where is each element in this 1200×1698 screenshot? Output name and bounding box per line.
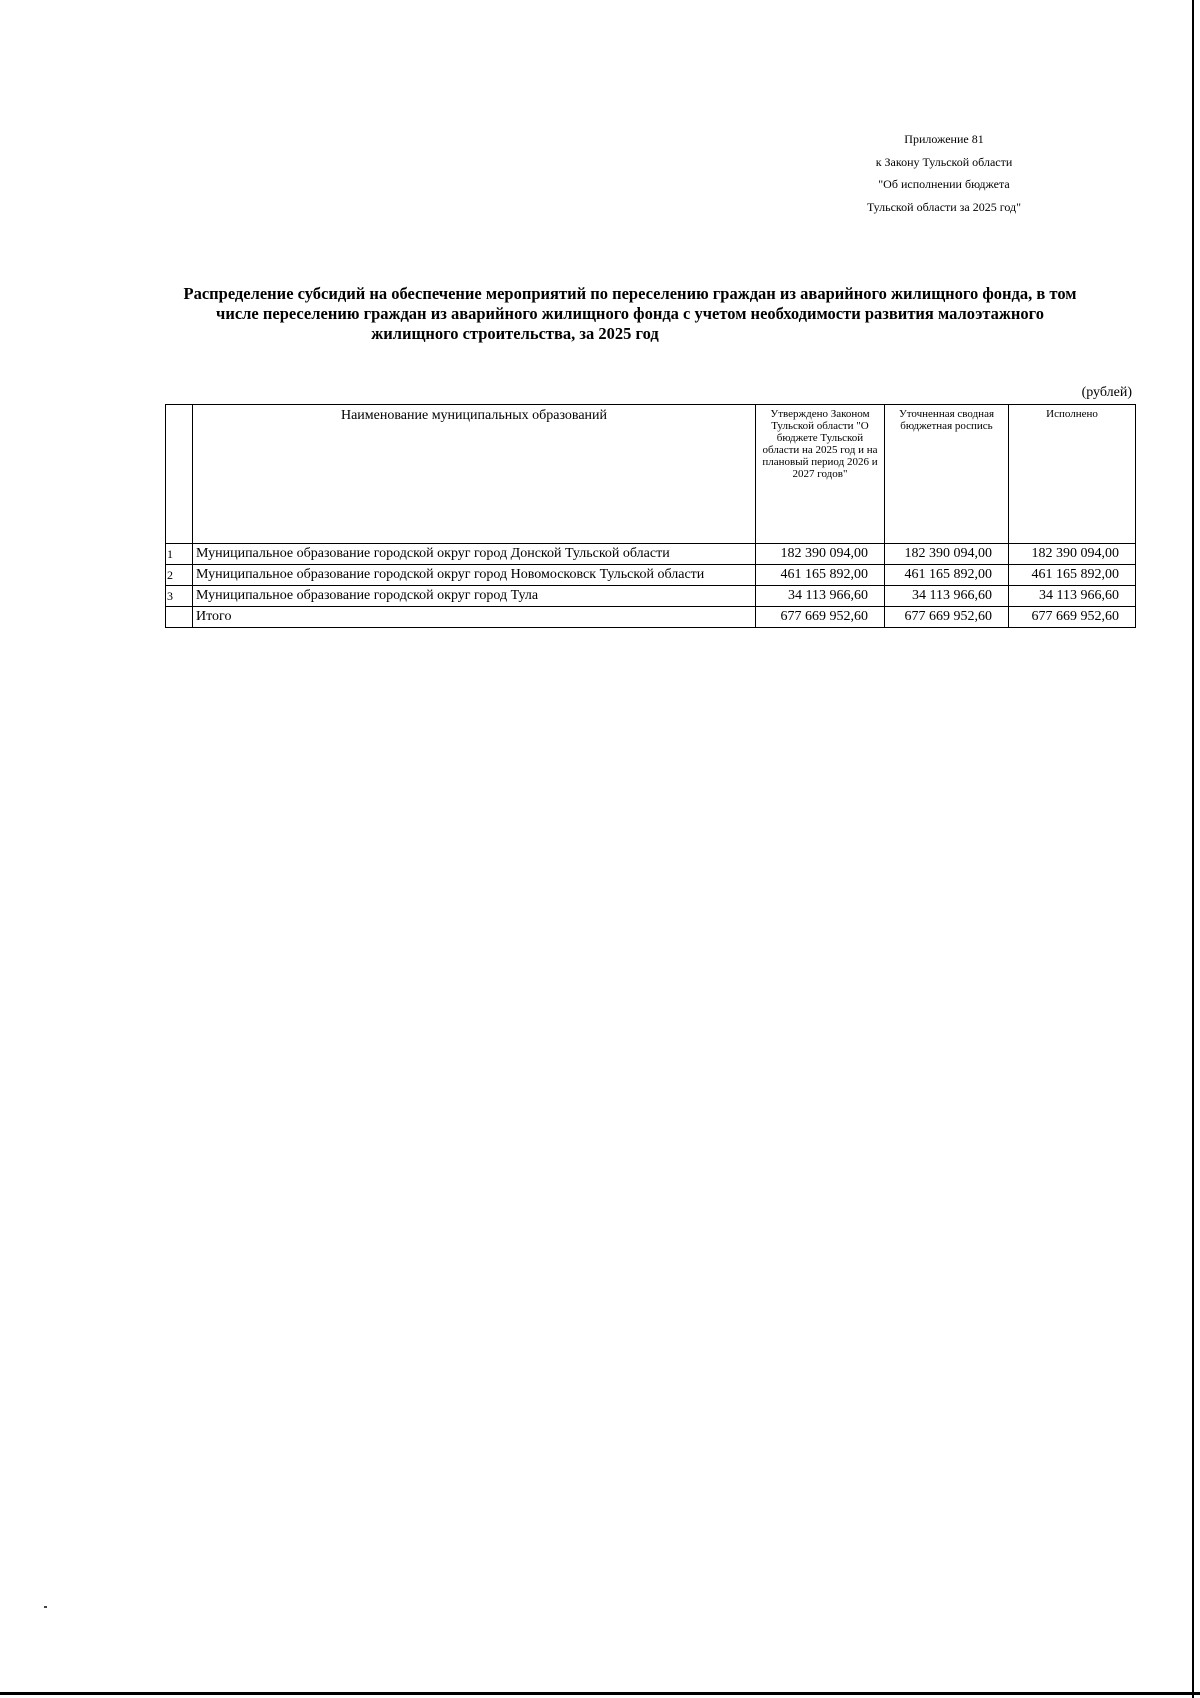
approved-amount: 182 390 094,00	[756, 544, 885, 565]
document-title-line-2: числе переселению граждан из аварийного жилищного фонда с учетом необходимости развития малоэтажного	[216, 304, 1044, 323]
executed-amount: 461 165 892,00	[1009, 565, 1136, 586]
total-label: Итого	[193, 607, 756, 628]
header-municipality: Наименование муниципальных образований	[193, 405, 756, 544]
subsidy-table	[165, 404, 1136, 628]
appendix-line-4: Тульской области за 2025 год"	[866, 199, 1022, 214]
header-executed: Исполнено	[1009, 405, 1136, 544]
scan-speck	[44, 1606, 47, 1608]
document-title-line-3: жилищного строительства, за 2025 год	[371, 324, 659, 343]
header-approved: Утверждено Законом Тульской области "О бюджете Тульской области на 2025 год и на плановый период 2026 и 2027 годов"	[756, 405, 885, 544]
approved-amount: 461 165 892,00	[756, 565, 885, 586]
units-label: (рублей)	[1081, 385, 1132, 400]
header-number	[166, 405, 193, 544]
row-number: 1	[166, 544, 193, 565]
total-approved-amount: 677 669 952,60	[756, 607, 885, 628]
header-revised: Уточненная сводная бюджетная роспись	[885, 405, 1009, 544]
appendix-line-2: к Закону Тульской области	[875, 154, 1013, 169]
revised-amount: 182 390 094,00	[885, 544, 1009, 565]
total-row-number	[166, 607, 193, 628]
page-edge-right	[1192, 0, 1194, 1698]
total-revised-amount: 677 669 952,60	[885, 607, 1009, 628]
table-row	[166, 544, 1136, 565]
appendix-line-1: Приложение 81	[904, 132, 984, 146]
document-title-line-1: Распределение субсидий на обеспечение мероприятий по переселению граждан из аварийного жилищного фонда, в том	[183, 284, 1077, 303]
row-number: 2	[166, 565, 193, 586]
appendix-line-3: "Об исполнении бюджета	[878, 177, 1010, 191]
table-total-row	[166, 607, 1136, 628]
document-title	[160, 284, 1100, 344]
municipality-name: Муниципальное образование городской округ город Тула	[193, 586, 756, 607]
table-header-row	[166, 405, 1136, 544]
revised-amount: 34 113 966,60	[885, 586, 1009, 607]
row-number: 3	[166, 586, 193, 607]
revised-amount: 461 165 892,00	[885, 565, 1009, 586]
municipality-name: Муниципальное образование городской округ город Новомосковск Тульской области	[193, 565, 756, 586]
page-edge-bottom	[0, 1692, 1200, 1695]
executed-amount: 34 113 966,60	[1009, 586, 1136, 607]
executed-amount: 182 390 094,00	[1009, 544, 1136, 565]
total-executed-amount: 677 669 952,60	[1009, 607, 1136, 628]
appendix-reference	[824, 128, 1064, 218]
municipality-name: Муниципальное образование городской округ город Донской Тульской области	[193, 544, 756, 565]
table-row	[166, 565, 1136, 586]
approved-amount: 34 113 966,60	[756, 586, 885, 607]
table-row	[166, 586, 1136, 607]
